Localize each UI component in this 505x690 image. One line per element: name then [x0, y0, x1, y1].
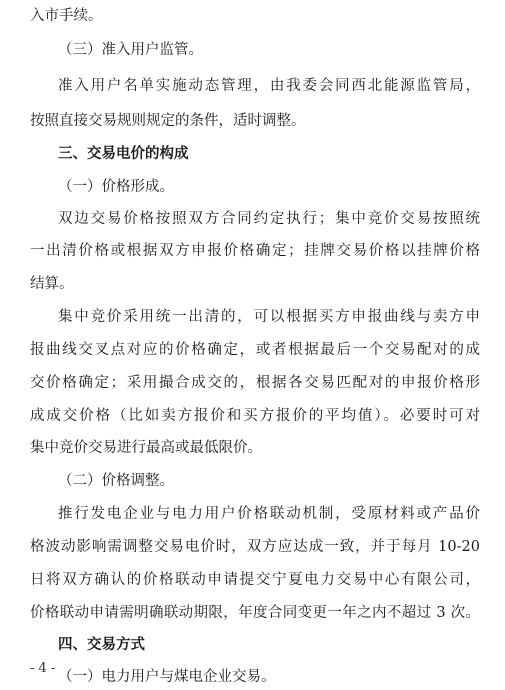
paragraph-line: 成成交价格（比如卖方报价和买方报价的平均值）。必要时可对 — [30, 408, 480, 424]
paragraph-line: 集中竞价交易进行最高或最低限价。 — [30, 440, 262, 456]
paragraph-line: 价格联动申请需明确联动期限，年度合同变更一年之内不超过 3 次。 — [30, 605, 480, 621]
paragraph-line: 格波动影响需调整交易电价时，双方应达成一致，并于每月 10-20 — [30, 539, 480, 555]
paragraph-line: 准入用户名单实施动态管理，由我委会同西北能源监管局， — [58, 78, 480, 94]
paragraph-line: 报曲线交叉点对应的价格确定，或者根据最后一个交易配对的成 — [30, 342, 480, 358]
paragraph-line: 一出清价格或根据双方申报价格确定；挂牌交易价格以挂牌价格 — [30, 243, 480, 259]
paragraph-line: 推行发电企业与电力用户价格联动机制，受原材料或产品价 — [58, 506, 480, 522]
paragraph-line: 双边交易价格按照双方合同约定执行；集中竞价交易按照统 — [58, 211, 480, 227]
subsection-heading: （一）价格形成。 — [58, 179, 174, 195]
paragraph-line: 交价格确定；采用撮合成交的，根据各交易匹配对的申报价格形 — [30, 375, 480, 391]
subsection-heading: （二）价格调整。 — [58, 473, 174, 489]
paragraph-line: 日将双方确认的价格联动申请提交宁夏电力交易中心有限公司， — [30, 572, 480, 588]
subsection-heading: （三）准入用户监管。 — [58, 42, 203, 58]
page-number: - 4 - — [30, 661, 56, 676]
paragraph-line: 结算。 — [30, 276, 74, 292]
section-heading: 四、交易方式 — [58, 636, 145, 653]
paragraph-line: 入市手续。 — [30, 8, 103, 24]
section-heading: 三、交易电价的构成 — [58, 145, 189, 162]
paragraph-line: 集中竞价采用统一出清的，可以根据买方申报曲线与卖方申 — [58, 309, 480, 325]
subsection-heading: （一）电力用户与煤电企业交易。 — [58, 669, 276, 685]
paragraph-line: 按照直接交易规则规定的条件，适时调整。 — [30, 113, 306, 129]
